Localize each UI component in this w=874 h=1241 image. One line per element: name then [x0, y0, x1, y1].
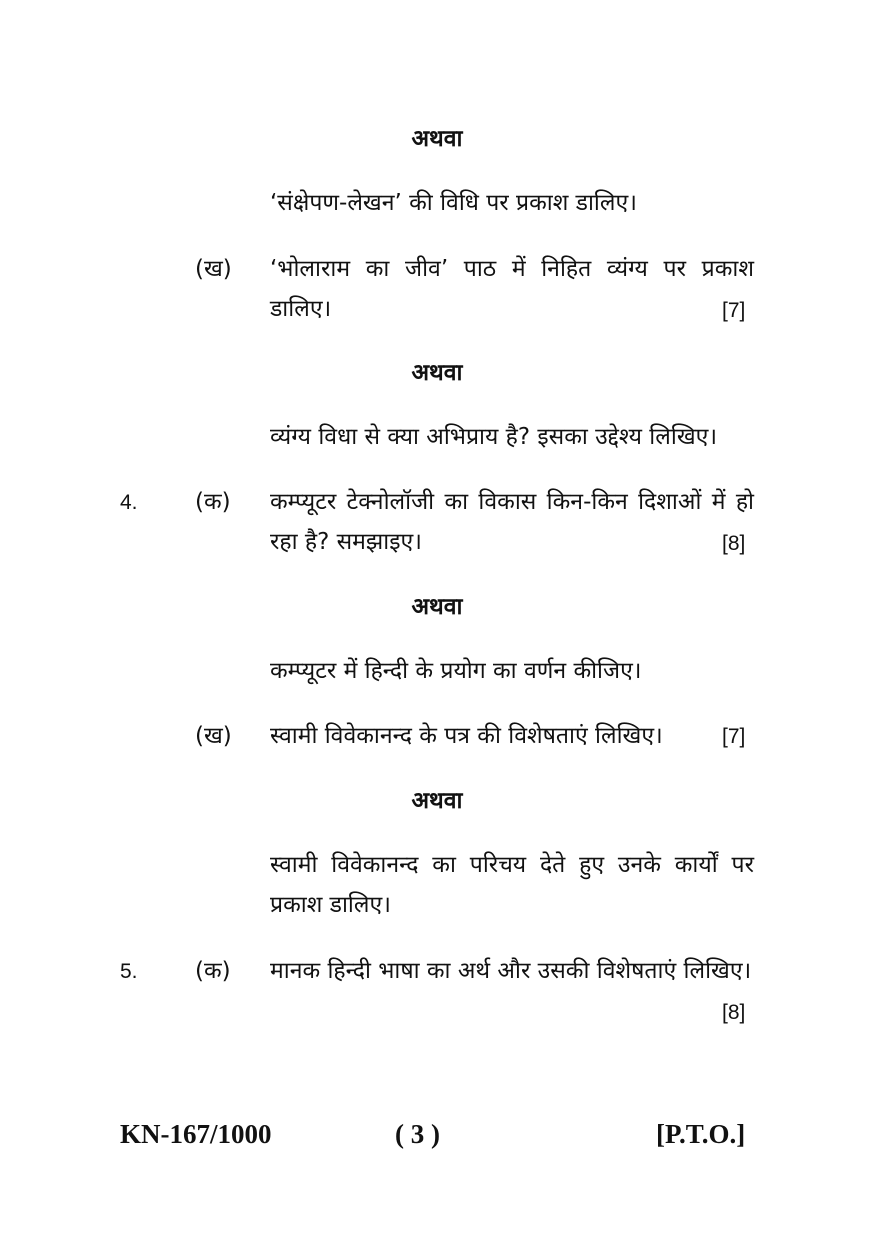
question-number: 5. — [120, 960, 138, 983]
sub-label: (क) — [195, 958, 231, 984]
or-heading: अथवा — [411, 126, 463, 152]
question-text: ‘भोलाराम का जीव’ पाठ में निहित व्यंग्य पर प्रकाश डालिए। — [270, 256, 754, 322]
question-text: मानक हिन्दी भाषा का अर्थ और उसकी विशेषताएं लिखिए। — [270, 958, 752, 984]
question-text: कम्प्यूटर में हिन्दी के प्रयोग का वर्णन कीजिए। — [270, 658, 642, 684]
marks: [8] — [722, 532, 746, 555]
sub-label: (ख) — [195, 723, 232, 749]
question-text: स्वामी विवेकानन्द का परिचय देते हुए उनके कार्यों पर प्रकाश डालिए। — [270, 852, 754, 918]
page-number: ( 3 ) — [395, 1119, 440, 1149]
sub-label: (क) — [195, 489, 231, 515]
pto-label: [P.T.O.] — [656, 1119, 746, 1149]
marks: [7] — [722, 725, 746, 748]
question-text: व्यंग्य विधा से क्या अभिप्राय है? इसका उद्देश्य लिखिए। — [270, 424, 718, 450]
marks: [7] — [722, 299, 746, 322]
question-text: कम्प्यूटर टेक्नोलॉजी का विकास किन-किन दिशाओं में हो रहा है? समझाइए। — [270, 489, 754, 555]
question-text: ‘संक्षेपण-लेखन’ की विधि पर प्रकाश डालिए। — [270, 190, 637, 216]
or-heading: अथवा — [411, 360, 463, 386]
question-number: 4. — [120, 491, 138, 514]
or-heading: अथवा — [411, 788, 463, 814]
or-heading: अथवा — [411, 594, 463, 620]
paper-code: KN-167/1000 — [120, 1119, 272, 1149]
question-text: स्वामी विवेकानन्द के पत्र की विशेषताएं लिखिए। — [270, 723, 663, 749]
marks: [8] — [722, 1001, 746, 1024]
sub-label: (ख) — [195, 256, 232, 282]
